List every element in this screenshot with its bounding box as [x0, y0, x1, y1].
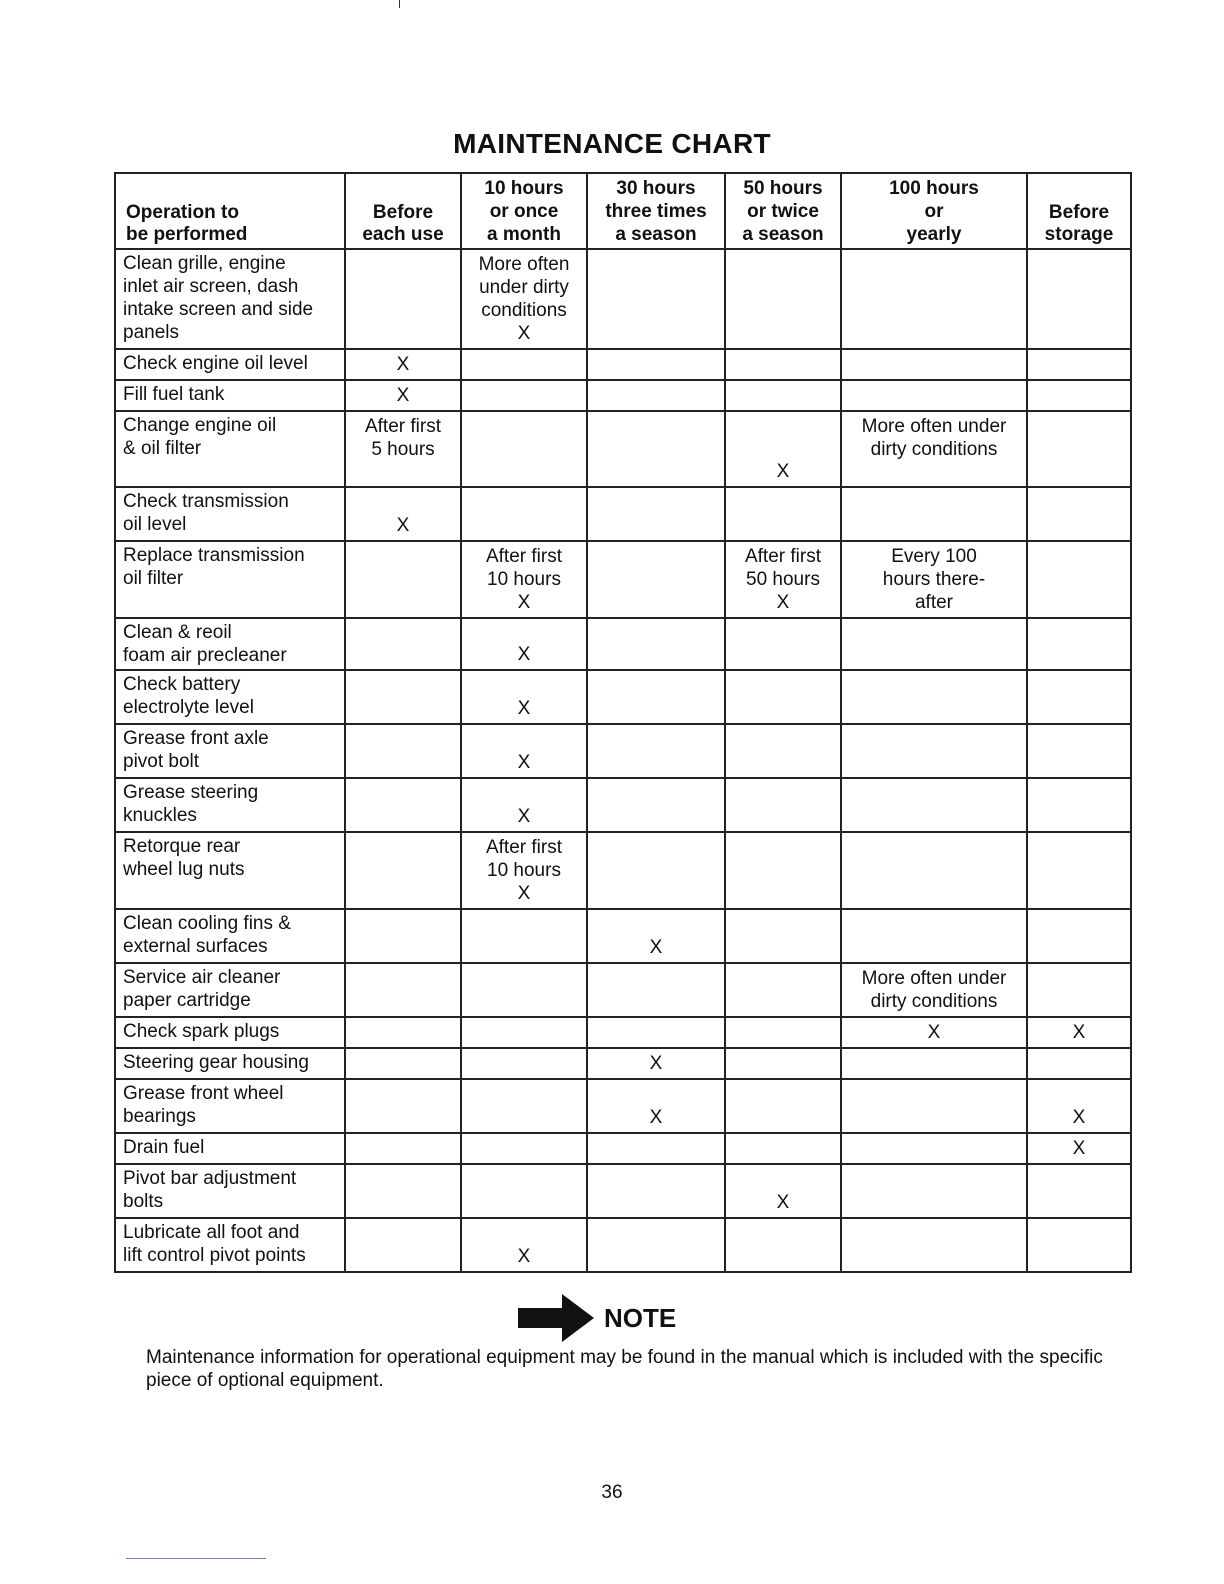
interval-note: 5 hours: [371, 439, 435, 460]
note-text: Maintenance information for operational equipment may be found in the manual which is included with the specific piece of optional equipment.: [146, 1347, 1103, 1391]
interval-cell: [1027, 670, 1131, 724]
note-heading: [516, 1292, 676, 1344]
check-mark: X: [517, 806, 531, 827]
interval-note: After first: [485, 546, 562, 567]
operation-cell: [115, 909, 345, 963]
interval-cell: [587, 1017, 725, 1048]
interval-cell: [345, 670, 461, 724]
interval-cell: [345, 249, 461, 349]
interval-cell: [841, 249, 1027, 349]
operation-cell: [115, 1218, 345, 1272]
table-row: [115, 778, 1131, 832]
operation-line: Clean cooling fins &: [123, 913, 291, 934]
interval-cell: [461, 380, 587, 411]
column-header-5: [841, 173, 1027, 249]
interval-cell: [461, 1017, 587, 1048]
interval-cell: [345, 1079, 461, 1133]
check-mark: X: [517, 752, 531, 773]
operation-line: & oil filter: [123, 438, 202, 459]
interval-cell: [725, 832, 841, 909]
divider: [126, 1558, 266, 1559]
check-mark: X: [1072, 1138, 1086, 1159]
table-row: [115, 249, 1131, 349]
column-header-2: [461, 173, 587, 249]
interval-cell: [587, 380, 725, 411]
column-header-line: three times: [605, 201, 707, 222]
interval-cell: [841, 1133, 1027, 1164]
interval-cell: [1027, 618, 1131, 670]
operation-cell: [115, 618, 345, 670]
check-mark: X: [927, 1022, 941, 1043]
operation-line: Check spark plugs: [123, 1021, 280, 1042]
interval-cell: [725, 618, 841, 670]
column-header-line: Operation to: [126, 202, 239, 223]
interval-cell: [461, 1048, 587, 1079]
operation-line: foam air precleaner: [123, 645, 287, 666]
interval-cell: [345, 487, 461, 541]
interval-note: under dirty: [479, 277, 569, 298]
operation-cell: [115, 249, 345, 349]
check-mark: X: [517, 323, 531, 344]
interval-note: After first: [744, 546, 821, 567]
column-header-line: a month: [487, 224, 561, 245]
interval-cell: [587, 724, 725, 778]
table-row: [115, 1079, 1131, 1133]
scan-mark: [399, 0, 400, 8]
interval-cell: [345, 724, 461, 778]
table-row: [115, 670, 1131, 724]
operation-cell: [115, 1017, 345, 1048]
interval-cell: [841, 724, 1027, 778]
interval-cell: [345, 1164, 461, 1218]
check-mark: X: [649, 1107, 663, 1128]
interval-cell: [841, 832, 1027, 909]
operation-line: Steering gear housing: [123, 1052, 309, 1073]
column-header-line: a season: [615, 224, 697, 245]
interval-cell: [841, 380, 1027, 411]
operation-line: Fill fuel tank: [123, 384, 225, 405]
column-header-line: storage: [1044, 224, 1114, 245]
interval-cell: [1027, 778, 1131, 832]
operation-line: inlet air screen, dash: [123, 276, 299, 297]
operation-cell: [115, 963, 345, 1017]
interval-cell: [461, 249, 587, 349]
check-mark: X: [1072, 1022, 1086, 1043]
table-row: [115, 832, 1131, 909]
interval-cell: [461, 618, 587, 670]
interval-cell: [725, 541, 841, 618]
interval-cell: [841, 618, 1027, 670]
interval-cell: [461, 832, 587, 909]
table-row: [115, 618, 1131, 670]
operation-line: bolts: [123, 1191, 164, 1212]
interval-cell: [461, 349, 587, 380]
operation-cell: [115, 724, 345, 778]
interval-cell: [461, 963, 587, 1017]
interval-cell: [345, 380, 461, 411]
operation-cell: [115, 670, 345, 724]
operation-line: Clean grille, engine: [123, 253, 286, 274]
interval-cell: [1027, 1164, 1131, 1218]
interval-cell: [1027, 249, 1131, 349]
operation-line: intake screen and side: [123, 299, 314, 320]
operation-line: Grease steering: [123, 782, 259, 803]
check-mark: X: [396, 354, 410, 375]
interval-cell: [461, 1133, 587, 1164]
interval-cell: [725, 1133, 841, 1164]
interval-cell: [587, 411, 725, 487]
check-mark: X: [776, 461, 790, 482]
interval-note: More often: [478, 254, 570, 275]
interval-note: 10 hours: [487, 860, 561, 881]
operation-line: Clean & reoil: [123, 622, 232, 643]
interval-cell: [725, 487, 841, 541]
check-mark: X: [776, 1192, 790, 1213]
interval-cell: [841, 411, 1027, 487]
table-row: [115, 1164, 1131, 1218]
check-mark: X: [517, 592, 531, 613]
operation-line: oil filter: [123, 568, 184, 589]
column-header-line: Before: [372, 202, 434, 223]
table-row: [115, 411, 1131, 487]
interval-note: hours there-: [882, 569, 986, 590]
interval-cell: [1027, 1048, 1131, 1079]
interval-cell: [841, 963, 1027, 1017]
operation-line: Pivot bar adjustment: [123, 1168, 297, 1189]
interval-cell: [1027, 349, 1131, 380]
interval-cell: [725, 1079, 841, 1133]
operation-line: paper cartridge: [123, 990, 251, 1011]
operation-line: panels: [123, 322, 179, 343]
column-header-4: [725, 173, 841, 249]
interval-cell: [1027, 832, 1131, 909]
operation-line: Check battery: [123, 674, 241, 695]
table-row: [115, 1048, 1131, 1079]
interval-cell: [725, 778, 841, 832]
table-row: [115, 1017, 1131, 1048]
page-number: 36: [601, 1482, 623, 1503]
interval-cell: [461, 487, 587, 541]
operation-line: bearings: [123, 1106, 196, 1127]
interval-note: conditions: [481, 300, 567, 321]
column-header-line: 100 hours: [889, 178, 979, 199]
interval-cell: [587, 249, 725, 349]
interval-cell: [725, 963, 841, 1017]
interval-cell: [587, 349, 725, 380]
interval-cell: [841, 487, 1027, 541]
check-mark: X: [776, 592, 790, 613]
interval-cell: [461, 541, 587, 618]
table-body: [115, 249, 1131, 1272]
interval-cell: [1027, 963, 1131, 1017]
column-header-line: yearly: [906, 224, 962, 245]
interval-cell: [345, 963, 461, 1017]
table-row: [115, 1133, 1131, 1164]
column-header-6: [1027, 173, 1131, 249]
operation-cell: [115, 411, 345, 487]
operation-line: Service air cleaner: [123, 967, 281, 988]
interval-cell: [461, 909, 587, 963]
table-header-row: [115, 173, 1131, 249]
column-header-line: each use: [362, 224, 444, 245]
operation-line: Drain fuel: [123, 1137, 205, 1158]
interval-cell: [1027, 487, 1131, 541]
interval-cell: [841, 349, 1027, 380]
interval-note: More often under: [861, 968, 1007, 989]
column-header-line: be performed: [126, 224, 248, 245]
interval-cell: [725, 670, 841, 724]
interval-cell: [587, 1048, 725, 1079]
interval-cell: [345, 909, 461, 963]
interval-cell: [1027, 724, 1131, 778]
page-title: MAINTENANCE CHART: [453, 128, 771, 159]
table-row: [115, 1218, 1131, 1272]
check-mark: X: [396, 385, 410, 406]
interval-note: after: [914, 592, 954, 613]
interval-cell: [725, 411, 841, 487]
interval-note: After first: [485, 837, 562, 858]
interval-cell: [1027, 909, 1131, 963]
interval-cell: [461, 724, 587, 778]
interval-note: After first: [364, 416, 441, 437]
interval-cell: [1027, 1079, 1131, 1133]
check-mark: X: [517, 1246, 531, 1267]
check-mark: X: [649, 1053, 663, 1074]
interval-note: 50 hours: [746, 569, 820, 590]
maintenance-table: [114, 172, 1132, 1273]
column-header-line: a season: [742, 224, 824, 245]
column-header-line: 30 hours: [616, 178, 696, 199]
interval-cell: [587, 1164, 725, 1218]
interval-cell: [345, 1017, 461, 1048]
interval-cell: [725, 1164, 841, 1218]
interval-note: 10 hours: [487, 569, 561, 590]
check-mark: X: [517, 883, 531, 904]
interval-cell: [461, 670, 587, 724]
interval-cell: [345, 349, 461, 380]
note-label: NOTE: [604, 1302, 677, 1333]
interval-cell: [345, 541, 461, 618]
operation-line: Retorque rear: [123, 836, 241, 857]
interval-cell: [345, 411, 461, 487]
interval-cell: [461, 1218, 587, 1272]
operation-line: Replace transmission: [123, 545, 305, 566]
operation-line: lift control pivot points: [123, 1245, 306, 1266]
table-row: [115, 963, 1131, 1017]
column-header-line: 10 hours: [484, 178, 564, 199]
interval-cell: [1027, 1133, 1131, 1164]
interval-cell: [725, 724, 841, 778]
interval-cell: [587, 778, 725, 832]
interval-cell: [725, 349, 841, 380]
interval-cell: [345, 1048, 461, 1079]
interval-cell: [725, 1048, 841, 1079]
operation-cell: [115, 832, 345, 909]
right-arrow-icon: [516, 1292, 596, 1344]
interval-cell: [461, 778, 587, 832]
interval-cell: [345, 832, 461, 909]
interval-cell: [587, 1133, 725, 1164]
column-header-line: 50 hours: [743, 178, 823, 199]
interval-cell: [461, 1164, 587, 1218]
operation-line: pivot bolt: [123, 751, 200, 772]
operation-cell: [115, 1048, 345, 1079]
interval-cell: [841, 1079, 1027, 1133]
check-mark: X: [649, 937, 663, 958]
interval-note: More often under: [861, 416, 1007, 437]
operation-cell: [115, 541, 345, 618]
interval-cell: [461, 1079, 587, 1133]
interval-cell: [587, 670, 725, 724]
interval-cell: [841, 1164, 1027, 1218]
table-row: [115, 380, 1131, 411]
interval-cell: [345, 1133, 461, 1164]
column-header-line: or twice: [747, 201, 819, 222]
interval-cell: [1027, 380, 1131, 411]
operation-line: external surfaces: [123, 936, 268, 957]
interval-cell: [1027, 541, 1131, 618]
interval-cell: [725, 1218, 841, 1272]
table-row: [115, 724, 1131, 778]
operation-cell: [115, 1079, 345, 1133]
check-mark: X: [396, 515, 410, 536]
check-mark: X: [1072, 1107, 1086, 1128]
interval-cell: [725, 249, 841, 349]
interval-cell: [841, 541, 1027, 618]
interval-cell: [587, 963, 725, 1017]
operation-line: Lubricate all foot and: [123, 1222, 300, 1243]
column-header-0: [115, 173, 345, 249]
interval-cell: [841, 1048, 1027, 1079]
interval-cell: [841, 670, 1027, 724]
interval-cell: [345, 1218, 461, 1272]
interval-cell: [587, 1218, 725, 1272]
interval-cell: [461, 411, 587, 487]
operation-cell: [115, 1164, 345, 1218]
check-mark: X: [517, 698, 531, 719]
table-row: [115, 487, 1131, 541]
interval-cell: [345, 778, 461, 832]
operation-cell: [115, 778, 345, 832]
table-row: [115, 541, 1131, 618]
operation-cell: [115, 487, 345, 541]
interval-cell: [345, 618, 461, 670]
interval-cell: [1027, 1017, 1131, 1048]
interval-cell: [841, 1017, 1027, 1048]
interval-cell: [841, 909, 1027, 963]
interval-cell: [1027, 411, 1131, 487]
interval-cell: [587, 618, 725, 670]
operation-line: electrolyte level: [123, 697, 254, 718]
column-header-line: or once: [489, 201, 559, 222]
operation-line: oil level: [123, 514, 187, 535]
operation-line: Grease front axle: [123, 728, 269, 749]
column-header-1: [345, 173, 461, 249]
column-header-line: or: [924, 201, 944, 222]
operation-line: Grease front wheel: [123, 1083, 284, 1104]
operation-line: Change engine oil: [123, 415, 277, 436]
interval-note: dirty conditions: [870, 439, 998, 460]
interval-cell: [841, 1218, 1027, 1272]
operation-cell: [115, 380, 345, 411]
interval-cell: [1027, 1218, 1131, 1272]
interval-cell: [587, 541, 725, 618]
operation-cell: [115, 349, 345, 380]
interval-cell: [725, 380, 841, 411]
operation-line: Check engine oil level: [123, 353, 308, 374]
interval-note: dirty conditions: [870, 991, 998, 1012]
interval-cell: [587, 909, 725, 963]
interval-note: Every 100: [891, 546, 977, 567]
column-header-3: [587, 173, 725, 249]
table-row: [115, 909, 1131, 963]
interval-cell: [587, 832, 725, 909]
check-mark: X: [517, 644, 531, 665]
operation-line: wheel lug nuts: [123, 859, 245, 880]
column-header-line: Before: [1048, 202, 1110, 223]
interval-cell: [725, 909, 841, 963]
interval-cell: [587, 487, 725, 541]
operation-line: knuckles: [123, 805, 197, 826]
interval-cell: [587, 1079, 725, 1133]
table-row: [115, 349, 1131, 380]
operation-line: Check transmission: [123, 491, 289, 512]
operation-cell: [115, 1133, 345, 1164]
interval-cell: [841, 778, 1027, 832]
interval-cell: [725, 1017, 841, 1048]
